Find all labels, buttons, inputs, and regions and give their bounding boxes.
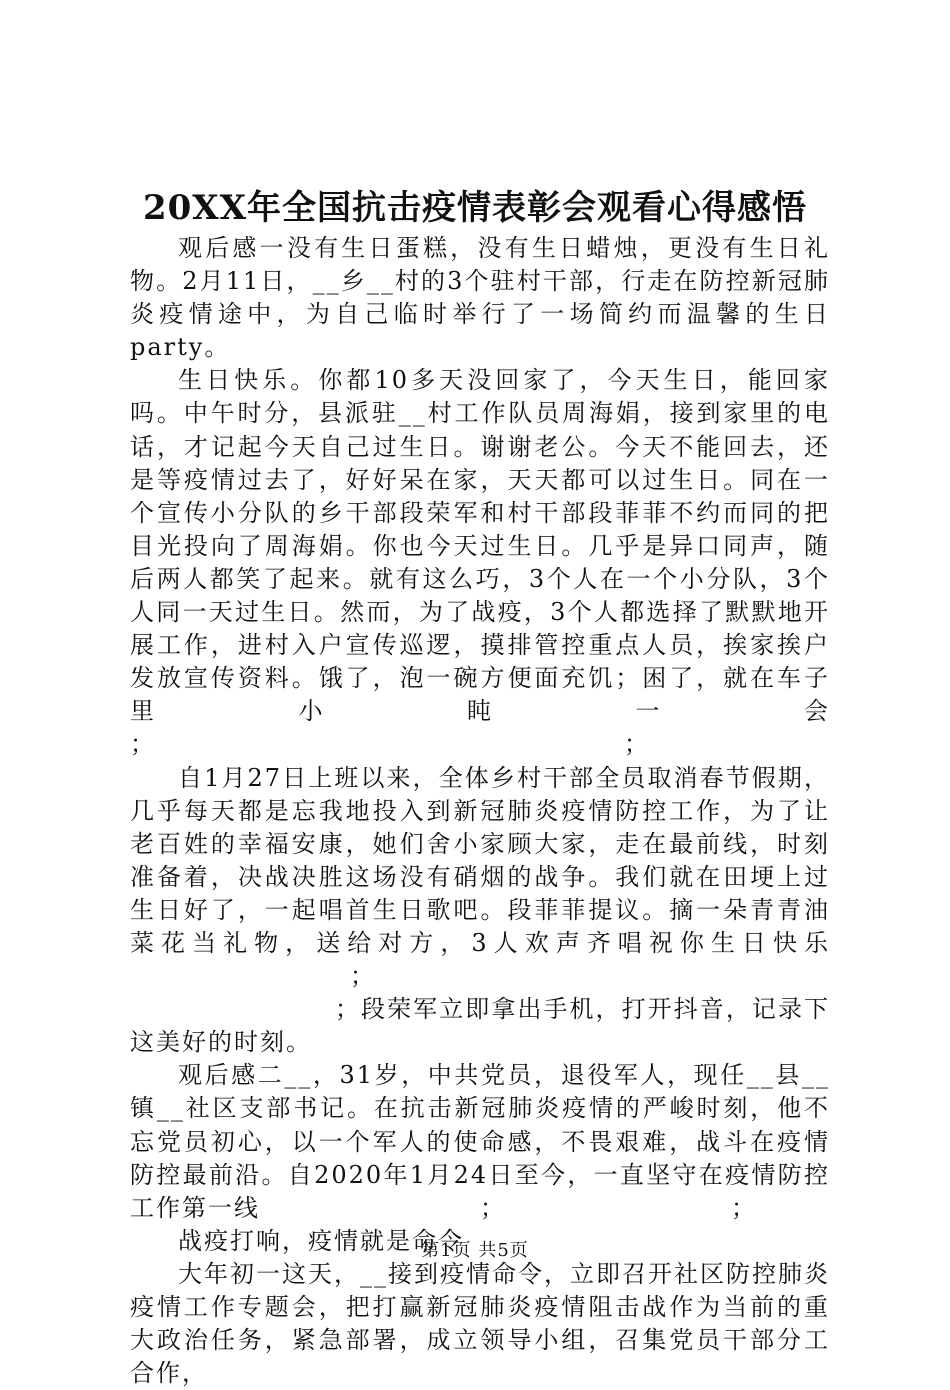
paragraph-4-main: 观后感二__，31岁，中共党员，退役军人，现任__县__镇__社区支部书记。在抗击新冠肺炎疫情的严峻时刻，他不忘党员初心，以一个军人的使命感，不畏艰难，战斗在疫情防控最前沿。自2020年1月24日至今，一直坚守在疫情防控工作第 [130,1061,830,1222]
paragraph-1: 观后感一没有生日蛋糕，没有生日蜡烛，更没有生日礼物。2月11日，__乡__村的3个驻村干部，行走在防控新冠肺炎疫情途中，为自己临时举行了一场简约而温馨的生日party。 [130,234,830,362]
paragraph-3-main: 自1月27日上班以来，全体乡村干部全员取消春节假期，几乎每天都是忘我地投入到新冠肺炎疫情防控工作，为了让老百姓的幸福安康，她们舍小家顾大家，走在最前线，时刻准备着，决战决胜这场没有硝烟的战争。我们就在田埂上过生日好了，一起唱首生日歌吧。段菲菲提议。摘一朵青青油菜花当礼物，送给对方，3人欢声齐唱祝你生日快乐 [130,763,830,957]
document-body [130,232,830,1390]
paragraph-2-tail [130,728,830,761]
paragraph-3 [130,762,830,1060]
paragraph-3-semicolon: ； [350,962,376,991]
paragraph-5: 战疫打响，疫情就是命令 [178,1226,464,1255]
paragraph-2-semicolon-b: ； [624,730,650,759]
paragraph-4-semicolon-a: ； [480,1193,506,1222]
paragraph-4-semicolon-b: ； [731,1193,757,1222]
paragraph-3-continuation: ；段荣军立即拿出手机，打开抖音，记录下这美好的时刻。 [130,995,830,1057]
page-footer: 第1页 共5页 [421,1240,529,1261]
paragraph-2: 生日快乐。你都10多天没回家了，今天生日，能回家吗。中午时分，县派驻__村工作队员周海娟，接到家里的电话，才记起今天自己过生日。谢谢老公。今天不能回去，还是等疫情过去了，好好呆在家，天天都可以过生日。同在一个宣传小分队的乡干部段荣军和村干部段菲菲不约而同的把目光投向了周海娟。你也今天过生日。几乎是异口同声，随后两人都笑了起来。就有这么巧，3个人在一个小分队，3个人同一天过生日。然而，为了战疫，3个人都选择了默默地开展工作，进村入户宣传巡逻，摸排管控重点人员，挨家挨户发放宣传资料。饿了，泡一碗方便面充饥；困了，就在车子里小盹一会 [130,366,830,726]
paragraph-4-last-word: 一线 [208,1193,260,1222]
paragraph-2-semicolon-a: ； [130,730,156,759]
paragraph-6: 大年初一这天，__接到疫情命令，立即召开社区防控肺炎疫情工作专题会，把打赢新冠肺炎疫情阻击战作为当前的重大政治任务，紧急部署，成立领导小组，召集党员干部分工合作， [130,1259,830,1388]
paragraph-4 [130,1059,830,1224]
document-title: 20XX年全国抗击疫情表彰会观看心得感悟 [142,188,808,228]
